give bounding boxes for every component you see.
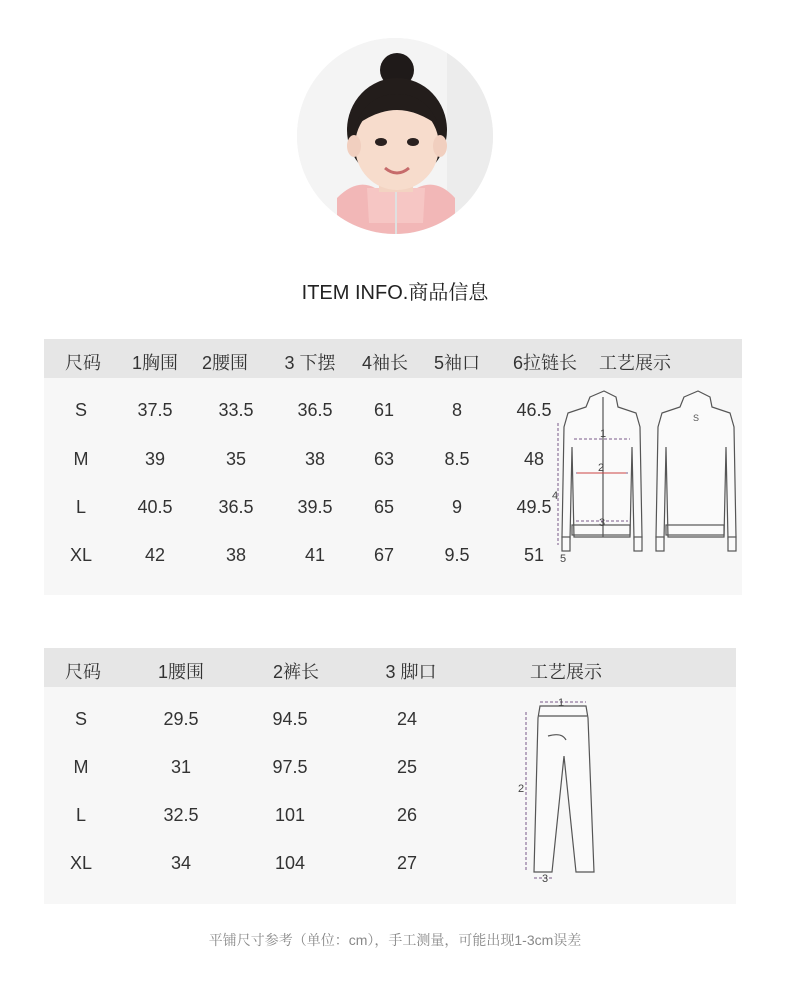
table-cell: L: [75, 805, 87, 825]
pants-measure-3: 3: [542, 873, 549, 885]
table-cell: 41: [304, 545, 326, 565]
model-avatar: [297, 38, 493, 234]
header-chest: 1胸围: [131, 353, 179, 373]
jacket-measure-4: 4: [552, 490, 559, 502]
jacket-measure-3: 3: [599, 517, 606, 529]
table-cell: XL: [69, 853, 93, 873]
table-cell: S: [74, 709, 88, 729]
table-cell: 67: [373, 545, 395, 565]
table-cell: 25: [396, 757, 418, 777]
table-cell: 8: [451, 400, 463, 420]
header-waist: 1腰围: [157, 662, 205, 682]
header-pants-length: 2裤长: [272, 662, 320, 682]
pants-measure-2: 2: [518, 783, 525, 795]
table-cell: 26: [396, 805, 418, 825]
table-cell: 48: [523, 449, 545, 469]
table-cell: 33.5: [218, 400, 254, 420]
table-cell: 51: [523, 545, 545, 565]
jacket-diagram: [552, 387, 742, 577]
table-cell: L: [75, 497, 87, 517]
table-cell: 39.5: [297, 497, 333, 517]
table-cell: 38: [304, 449, 326, 469]
table-cell: XL: [69, 545, 93, 565]
table-cell: 29.5: [163, 709, 199, 729]
pants-measure-1: 1: [558, 697, 565, 709]
table-cell: 94.5: [272, 709, 308, 729]
table-cell: M: [73, 757, 89, 777]
header-craft-display: 工艺展示: [530, 662, 602, 682]
table-cell: M: [73, 449, 89, 469]
header-size: 尺码: [65, 662, 101, 682]
table-cell: 63: [373, 449, 395, 469]
item-info-title: ITEM INFO.商品信息: [301, 282, 489, 304]
pants-diagram: [518, 696, 628, 886]
table-cell: 97.5: [272, 757, 308, 777]
header-craft-display: 工艺展示: [599, 353, 671, 373]
header-cuff: 5袖口: [433, 353, 481, 373]
table-cell: 8.5: [444, 449, 470, 469]
table-cell: 49.5: [516, 497, 552, 517]
table-cell: 36.5: [218, 497, 254, 517]
table-cell: 101: [274, 805, 306, 825]
table-cell: 31: [170, 757, 192, 777]
table-cell: 32.5: [163, 805, 199, 825]
table-cell: 37.5: [137, 400, 173, 420]
table-cell: S: [74, 400, 88, 420]
header-zipper-length: 6拉链长: [512, 353, 578, 373]
table-cell: 40.5: [137, 497, 173, 517]
table-cell: 36.5: [297, 400, 333, 420]
table-cell: 9: [451, 497, 463, 517]
table-cell: 42: [144, 545, 166, 565]
table-cell: 24: [396, 709, 418, 729]
header-leg-opening: 3 脚口: [385, 662, 437, 682]
table-cell: 61: [373, 400, 395, 420]
measurement-note: 平铺尺寸参考（单位：cm），手工测量，可能出现1-3cm误差: [208, 932, 582, 948]
table-cell: 34: [170, 853, 192, 873]
table-cell: 104: [274, 853, 306, 873]
pants-table-header: [44, 648, 736, 687]
back-size-mark: S: [693, 413, 700, 423]
header-size: 尺码: [65, 353, 101, 373]
header-sleeve-length: 4袖长: [361, 353, 409, 373]
table-cell: 39: [144, 449, 166, 469]
jacket-measure-2: 2: [598, 462, 605, 474]
table-cell: 35: [225, 449, 247, 469]
jacket-size-table: [44, 339, 742, 595]
jacket-measure-5: 5: [560, 553, 567, 565]
jacket-table-header: [44, 339, 742, 378]
table-cell: 27: [396, 853, 418, 873]
table-cell: 65: [373, 497, 395, 517]
pants-size-table: [44, 648, 736, 904]
table-cell: 9.5: [444, 545, 470, 565]
jacket-measure-1: 1: [600, 428, 607, 440]
header-hem: 3 下摆: [284, 353, 336, 373]
table-cell: 38: [225, 545, 247, 565]
table-cell: 46.5: [516, 400, 552, 420]
header-waist: 2腰围: [201, 353, 249, 373]
